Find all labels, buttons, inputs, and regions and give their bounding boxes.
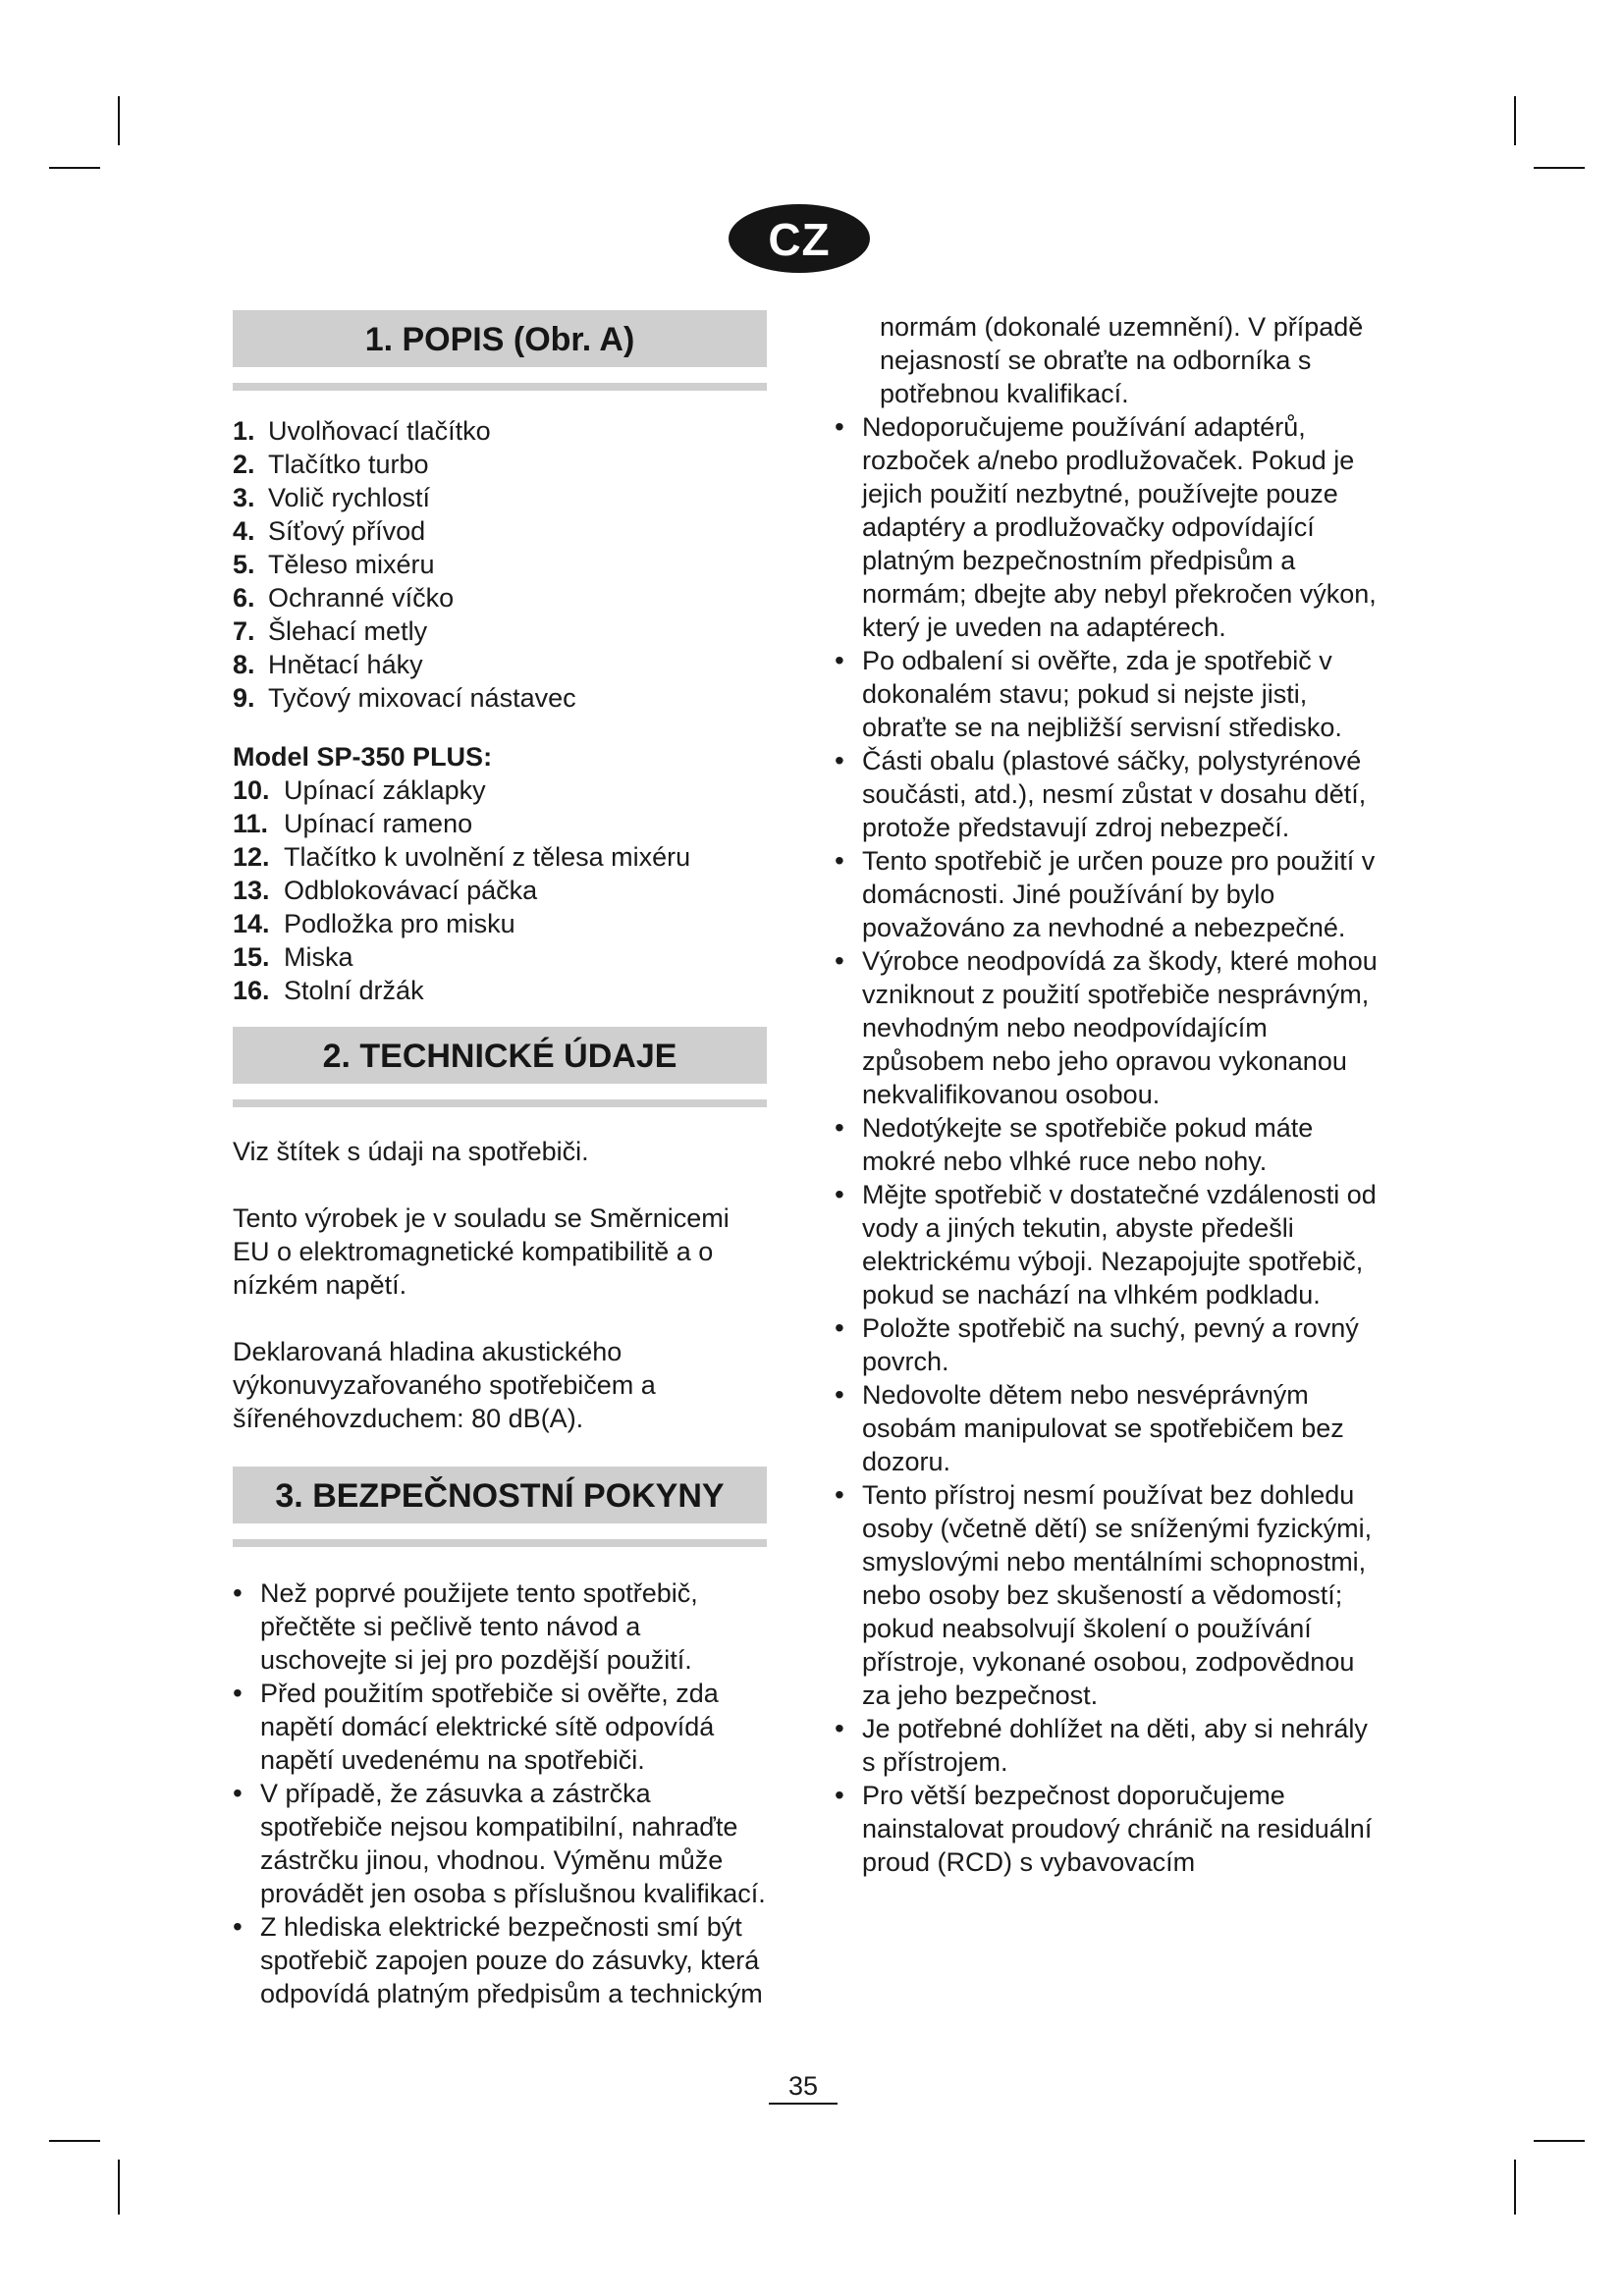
list-item: • Nedovolte dětem nebo nesvéprávným osobám manipulovat se spotřebičem bez dozoru. bbox=[835, 1378, 1384, 1478]
list-item: • Tento přístroj nesmí používat bez dohledu osoby (včetně dětí) se sníženými fyzickými, smyslovými nebo mentálními schopnostmi, nebo osoby bez skušeností a vědomostí; pokud neabsolvují školení o používání přístroje, vykonané osobou, zodpovědnou za jeho bezpečnost. bbox=[835, 1478, 1384, 1712]
list-item: • Po odbalení si ověřte, zda je spotřebič v dokonalém stavu; pokud si nejste jisti, obraťte se na nejbližší servisní středisko. bbox=[835, 644, 1384, 744]
continuation-text: normám (dokonalé uzemnění). V případě nejasností se obraťte na odborníka s potřebnou kvalifikací. bbox=[880, 312, 1364, 408]
list-item: 6. Ochranné víčko bbox=[233, 583, 455, 613]
crop-mark bbox=[118, 96, 120, 145]
list-item: 7. Šlehací metly bbox=[233, 616, 428, 646]
list-item: 14. Podložka pro misku bbox=[233, 909, 515, 938]
list-item: 9. Tyčový mixovací nástavec bbox=[233, 683, 576, 713]
crop-mark bbox=[1514, 2160, 1516, 2215]
list-item: • Mějte spotřebič v dostatečné vzdálenosti od vody a jiných tekutin, abyste předešli elektrickému výboji. Nezapojujte spotřebič, pokud se nachází na vlhkém podkladu. bbox=[835, 1178, 1384, 1311]
list-item: 16. Stolní držák bbox=[233, 976, 424, 1005]
section1-heading: 1. POPIS (Obr. A) bbox=[233, 310, 767, 367]
list-item: • Před použitím spotřebiče si ověřte, zda napětí domácí elektrické sítě odpovídá napětí uvedenému na spotřebiči. bbox=[233, 1677, 767, 1777]
language-badge: CZ bbox=[729, 204, 870, 273]
left-column bbox=[233, 310, 767, 2010]
list-item: 10. Upínací záklapky bbox=[233, 775, 486, 805]
heading-rule bbox=[233, 1539, 767, 1547]
list-item: • Nedotýkejte se spotřebiče pokud máte mokré nebo vlhké ruce nebo nohy. bbox=[835, 1111, 1384, 1178]
list-item: • Pro větší bezpečnost doporučujeme nainstalovat proudový chránič na residuální proud (RCD) s vybavovacím bbox=[835, 1779, 1384, 1879]
list-item: • Je potřebné dohlížet na děti, aby si nehrály s přístrojem. bbox=[835, 1712, 1384, 1779]
crop-mark bbox=[118, 2160, 120, 2215]
section3-heading: 3. BEZPEČNOSTNÍ POKYNY bbox=[233, 1467, 767, 1523]
safety-list-right bbox=[835, 410, 1384, 1879]
list-item: • Části obalu (plastové sáčky, polystyrénové součásti, atd.), nesmí zůstat v dosahu dětí, protože představují zdroj nebezpečí. bbox=[835, 744, 1384, 844]
model-label: Model SP-350 PLUS: bbox=[233, 742, 493, 772]
page-number: 35 bbox=[769, 2069, 838, 2105]
model-parts-list bbox=[233, 774, 767, 1007]
heading-rule bbox=[233, 383, 767, 391]
crop-mark bbox=[49, 2140, 100, 2142]
crop-mark bbox=[49, 167, 100, 169]
technical-label-note: Viz štítek s údaji na spotřebiči. bbox=[233, 1137, 589, 1166]
list-item: 5. Těleso mixéru bbox=[233, 550, 435, 579]
list-item: • Tento spotřebič je určen pouze pro použití v domácnosti. Jiné používání by bylo považováno za nevhodné a nebezpečné. bbox=[835, 844, 1384, 944]
crop-mark bbox=[1534, 2140, 1585, 2142]
list-item: 3. Volič rychlostí bbox=[233, 483, 431, 512]
list-item: 11. Upínací rameno bbox=[233, 809, 473, 838]
crop-mark bbox=[1514, 96, 1516, 145]
list-item: 12. Tlačítko k uvolnění z tělesa mixéru bbox=[233, 842, 691, 872]
list-item: 2. Tlačítko turbo bbox=[233, 450, 429, 479]
list-item: • Výrobce neodpovídá za škody, které mohou vzniknout z použití spotřebiče nesprávným, nevhodným nebo neodpovídajícím způsobem nebo jeho opravou vykonanou nekvalifikovanou osobou. bbox=[835, 944, 1384, 1111]
list-item: • Položte spotřebič na suchý, pevný a rovný povrch. bbox=[835, 1311, 1384, 1378]
list-item: 13. Odblokovávací páčka bbox=[233, 876, 538, 905]
noise-level-note: Deklarovaná hladina akustického výkonuvyzařovaného spotřebičem a šířenéhovzduchem: 80 dB(A). bbox=[233, 1337, 656, 1433]
list-item: 15. Miska bbox=[233, 942, 353, 972]
list-item: 1. Uvolňovací tlačítko bbox=[233, 416, 491, 446]
list-item: • V případě, že zásuvka a zástrčka spotřebiče nejsou kompatibilní, nahraďte zástrčku jinou, vhodnou. Výměnu může provádět jen osoba s příslušnou kvalifikací. bbox=[233, 1777, 767, 1910]
list-item: • Z hlediska elektrické bezpečnosti smí být spotřebič zapojen pouze do zásuvky, která odpovídá platným předpisům a technickým bbox=[233, 1910, 767, 2010]
compliance-note: Tento výrobek je v souladu se Směrnicemi EU o elektromagnetické kompatibilitě a o nízkém napětí. bbox=[233, 1203, 730, 1300]
parts-list bbox=[233, 414, 767, 715]
list-item: • Nedoporučujeme používání adaptérů, rozboček a/nebo prodlužovaček. Pokud je jejich použití nezbytné, používejte pouze adaptéry a prodlužovačky odpovídající platným bezpečnostním předpisům a normám; dbejte aby nebyl překročen výkon, který je uveden na adaptérech. bbox=[835, 410, 1384, 644]
list-item: • Než poprvé použijete tento spotřebič, přečtěte si pečlivě tento návod a uschovejte si jej pro pozdější použití. bbox=[233, 1576, 767, 1677]
safety-list-left bbox=[233, 1576, 767, 2010]
right-column bbox=[835, 310, 1384, 1879]
list-item: 4. Síťový přívod bbox=[233, 516, 426, 546]
section2-heading: 2. TECHNICKÉ ÚDAJE bbox=[233, 1027, 767, 1084]
crop-mark bbox=[1534, 167, 1585, 169]
heading-rule bbox=[233, 1099, 767, 1107]
list-item: 8. Hnětací háky bbox=[233, 650, 423, 679]
